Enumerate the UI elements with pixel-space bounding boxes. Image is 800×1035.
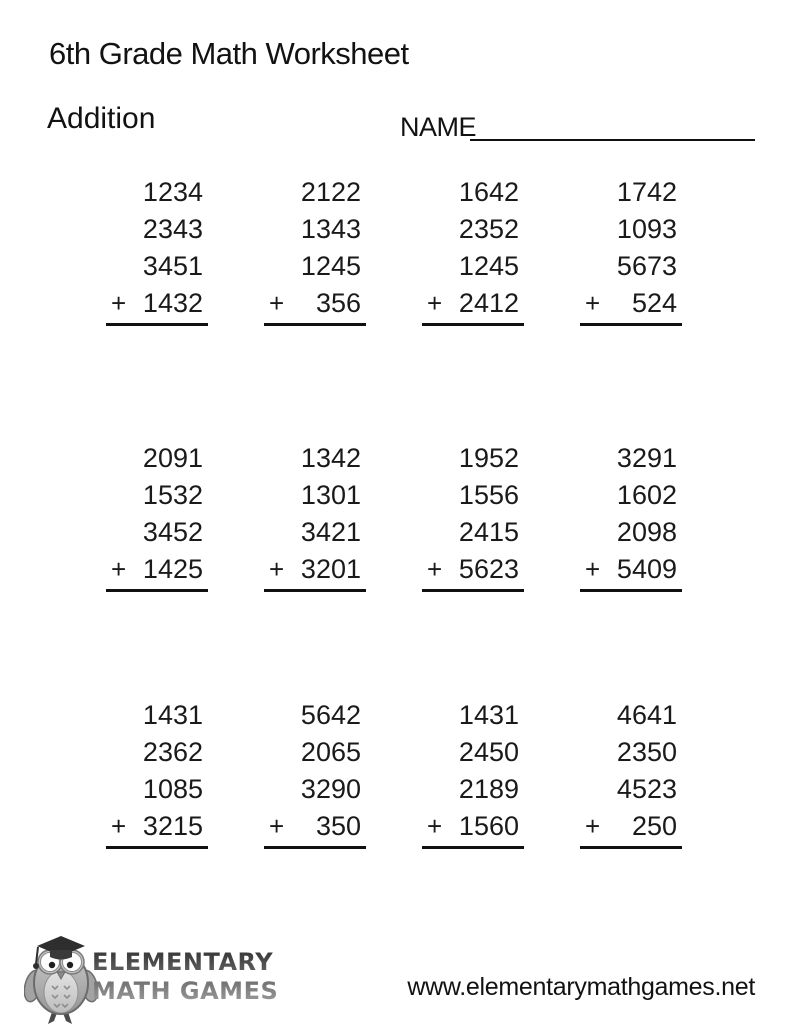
- addend-value: 1093: [616, 214, 677, 244]
- operand-row: [106, 551, 208, 588]
- addition-problem: [264, 440, 366, 592]
- addend-value: 524: [631, 288, 677, 318]
- addend: [580, 440, 682, 477]
- website-url: www.elementarymathgames.net: [407, 973, 755, 1001]
- addend-value: 2091: [142, 443, 203, 473]
- operand-row: [106, 285, 208, 322]
- addition-problem: [422, 697, 524, 849]
- plus-operator: +: [585, 288, 601, 318]
- addition-problem: [580, 174, 682, 326]
- logo-line1: ELEMENTARY: [92, 948, 274, 976]
- addend: [580, 697, 682, 734]
- addend-value: 1602: [616, 480, 677, 510]
- problems-row-1: [106, 174, 682, 326]
- addend: [422, 477, 524, 514]
- addend-value: 1431: [142, 700, 203, 730]
- addend-value: 2352: [458, 214, 519, 244]
- addition-problem: [106, 697, 208, 849]
- problems-row-2: [106, 440, 682, 592]
- addition-problem: [106, 440, 208, 592]
- addend-value: 350: [315, 811, 361, 841]
- addend-value: 1245: [300, 251, 361, 281]
- addend: [580, 211, 682, 248]
- addend-value: 3452: [142, 517, 203, 547]
- addition-problem: [264, 697, 366, 849]
- addend-value: 1234: [142, 177, 203, 207]
- addend: [580, 514, 682, 551]
- plus-operator: +: [111, 288, 127, 318]
- addend: [264, 174, 366, 211]
- addend-value: 2450: [458, 737, 519, 767]
- addend-value: 4523: [616, 774, 677, 804]
- addend: [422, 174, 524, 211]
- plus-operator: +: [585, 811, 601, 841]
- addend: [264, 734, 366, 771]
- addend-value: 356: [315, 288, 361, 318]
- addition-problem: [422, 440, 524, 592]
- addend: [580, 477, 682, 514]
- addend-value: 2412: [458, 288, 519, 318]
- operand-row: [580, 285, 682, 322]
- addend: [106, 174, 208, 211]
- plus-operator: +: [427, 288, 443, 318]
- addend-value: 1432: [142, 288, 203, 318]
- addend: [106, 734, 208, 771]
- addend: [106, 771, 208, 808]
- addend: [580, 248, 682, 285]
- plus-operator: +: [269, 811, 285, 841]
- logo-line2: MATH GAMES: [92, 977, 279, 1005]
- addend-value: 1085: [142, 774, 203, 804]
- addend-value: 1342: [300, 443, 361, 473]
- addend-value: 2350: [616, 737, 677, 767]
- logo-wordmark: [92, 948, 278, 1006]
- operand-row: [264, 808, 366, 845]
- plus-operator: +: [111, 554, 127, 584]
- name-label: NAME: [400, 112, 477, 142]
- addition-problem: [106, 174, 208, 326]
- addend: [106, 697, 208, 734]
- addend-value: 2343: [142, 214, 203, 244]
- addend-value: 250: [631, 811, 677, 841]
- addend-value: 1431: [458, 700, 519, 730]
- addition-problem: [580, 697, 682, 849]
- addend-value: 2415: [458, 517, 519, 547]
- addition-problem: [580, 440, 682, 592]
- worksheet-title: 6th Grade Math Worksheet: [49, 36, 409, 71]
- plus-operator: +: [427, 811, 443, 841]
- addend: [422, 514, 524, 551]
- name-entry-line: [470, 119, 755, 141]
- addend: [264, 697, 366, 734]
- addend-value: 2065: [300, 737, 361, 767]
- addend-value: 1301: [300, 480, 361, 510]
- plus-operator: +: [269, 288, 285, 318]
- addend-value: 2122: [300, 177, 361, 207]
- addend: [264, 440, 366, 477]
- addend: [422, 248, 524, 285]
- addend: [264, 514, 366, 551]
- addend: [422, 440, 524, 477]
- addend: [106, 477, 208, 514]
- addend-value: 1642: [458, 177, 519, 207]
- addend-value: 5673: [616, 251, 677, 281]
- addend-value: 3290: [300, 774, 361, 804]
- addend-value: 3451: [142, 251, 203, 281]
- operand-row: [422, 808, 524, 845]
- addend: [422, 211, 524, 248]
- addition-problem: [264, 174, 366, 326]
- addend-value: 5409: [616, 554, 677, 584]
- operand-row: [264, 551, 366, 588]
- addend: [422, 771, 524, 808]
- operand-row: [422, 285, 524, 322]
- addend-value: 3291: [616, 443, 677, 473]
- addend: [264, 248, 366, 285]
- addend-value: 5642: [300, 700, 361, 730]
- operand-row: [422, 551, 524, 588]
- problems-row-3: [106, 697, 682, 849]
- addend: [106, 248, 208, 285]
- addend: [106, 514, 208, 551]
- addend-value: 1425: [142, 554, 203, 584]
- addend-value: 1952: [458, 443, 519, 473]
- plus-operator: +: [585, 554, 601, 584]
- addend-value: 1560: [458, 811, 519, 841]
- operand-row: [264, 285, 366, 322]
- addend-value: 1245: [458, 251, 519, 281]
- plus-operator: +: [269, 554, 285, 584]
- addend-value: 1742: [616, 177, 677, 207]
- addend-value: 1556: [458, 480, 519, 510]
- addend-value: 3215: [142, 811, 203, 841]
- addend: [264, 211, 366, 248]
- addend-value: 1343: [300, 214, 361, 244]
- addend-value: 1532: [142, 480, 203, 510]
- addend: [422, 734, 524, 771]
- addition-problem: [422, 174, 524, 326]
- operand-row: [106, 808, 208, 845]
- addend-value: 2189: [458, 774, 519, 804]
- addend: [264, 771, 366, 808]
- addend-value: 3201: [300, 554, 361, 584]
- addend: [264, 477, 366, 514]
- addend: [106, 211, 208, 248]
- addend: [580, 771, 682, 808]
- plus-operator: +: [427, 554, 443, 584]
- addend-value: 2098: [616, 517, 677, 547]
- addend-value: 2362: [142, 737, 203, 767]
- addend: [106, 440, 208, 477]
- topic-heading: Addition: [47, 102, 156, 135]
- addend-value: 5623: [458, 554, 519, 584]
- addend: [422, 697, 524, 734]
- addend: [580, 734, 682, 771]
- addend-value: 3421: [300, 517, 361, 547]
- addend: [580, 174, 682, 211]
- operand-row: [580, 808, 682, 845]
- owl-graduate-icon: [24, 931, 98, 1027]
- plus-operator: +: [111, 811, 127, 841]
- operand-row: [580, 551, 682, 588]
- addend-value: 4641: [616, 700, 677, 730]
